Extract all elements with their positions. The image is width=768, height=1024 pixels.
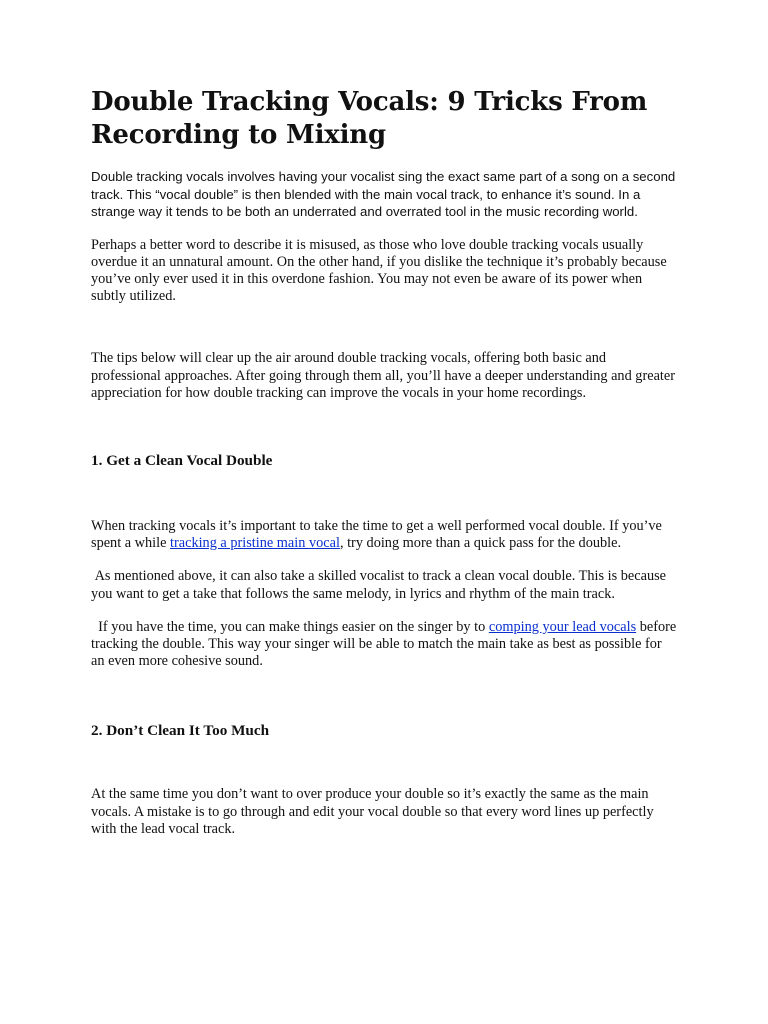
link-tracking-pristine-main-vocal[interactable]: tracking a pristine main vocal <box>170 535 340 552</box>
intro-paragraph: Double tracking vocals involves having your vocalist sing the exact same part of a song on a second track. This “vocal double” is then blended with the main vocal track, to enhance it’s sound. In a strange way it tends to be both an underrated and overrated tool in the music recording world. <box>91 169 676 219</box>
text-segment: If you have the time, you can make things easier on the singer by to <box>91 618 489 635</box>
section-heading-clean-vocal-double: 1. Get a Clean Vocal Double <box>91 451 273 469</box>
section-heading-dont-clean-too-much: 2. Don’t Clean It Too Much <box>91 722 270 740</box>
paragraph-comping <box>91 618 680 671</box>
document-page <box>91 86 680 838</box>
paragraph-over-produce: At the same time you don’t want to over produce your double so it’s exactly the same as the main vocals. A mistake is to go through and edit your vocal double so that every word lines up perfectly with the lead vocal track. <box>91 786 654 837</box>
text-segment: , try doing more than a quick pass for the double. <box>339 535 622 552</box>
paragraph-well-performed-double <box>91 518 677 552</box>
paragraph-tips-overview: The tips below will clear up the air around double tracking vocals, offering both basic and professional approaches. After going through them all, you’ll have a deeper understanding and greater appreciation for how double tracking can improve the vocals in your home recordings. <box>91 350 675 401</box>
text-segment: before tracking the double. This way your singer will be able to match the main take as best as possible for an even more cohesive sound. <box>91 618 680 670</box>
text-segment: When tracking vocals it’s important to take the time to get a well performed vocal double. If you’ve spent a while <box>91 517 662 552</box>
paragraph-skilled-vocalist: As mentioned above, it can also take a skilled vocalist to track a clean vocal double. This is because you want to get a take that follows the same melody, in lyrics and rhythm of the main track. <box>91 568 670 602</box>
article-title: Double Tracking Vocals: 9 Tricks From Recording to Mixing <box>91 87 648 150</box>
paragraph-misused: Perhaps a better word to describe it is misused, as those who love double tracking vocals usually overdue it an unnatural amount. On the other hand, if you dislike the technique it’s probably because you’ve only ever used it in this overdone fashion. You may not even be aware of its power when subtly utilized. <box>91 236 667 305</box>
link-comping-lead-vocals[interactable]: comping your lead vocals <box>488 618 637 635</box>
